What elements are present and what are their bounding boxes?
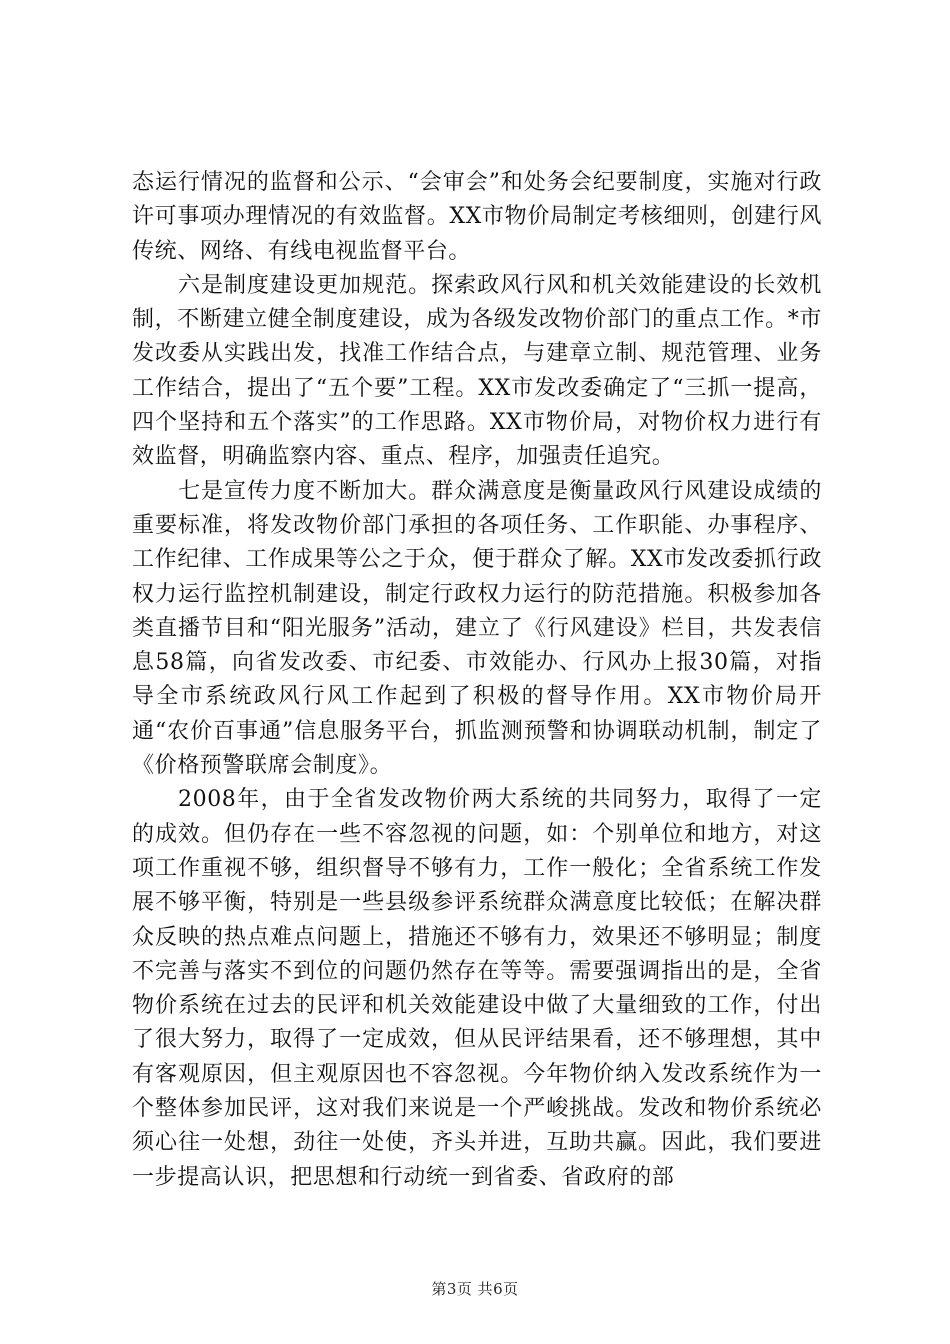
paragraph-1: 态运行情况的监督和公示、“会审会”和处务会纪要制度，实施对行政许可事项办理情况的有效监督。XX市物价局制定考核细则，创建行风传统、网络、有线电视监督平台。 (132, 170, 822, 264)
document-body (132, 166, 822, 1195)
paragraph-3: 七是宣传力度不断加大。群众满意度是衡量政风行风建设成绩的重要标准，将发改物价部门承担的各项任务、工作职能、办事程序、工作纪律、工作成果等公之于众，便于群众了解。XX市发改委抓行政权力运行监控机制建设，制定行政权力运行的防范措施。积极参加各类直播节目和“阳光服务”活动，建立了《行风建设》栏目，共发表信息58篇，向省发改委、市纪委、市效能办、行风办上报30篇，对指导全市系统政风行风工作起到了积极的督导作用。XX市物价局开通“农价百事通”信息服务平台，抓监测预警和协调联动机制，制定了《价格预警联席会制度》。 (132, 478, 822, 779)
page-number-footer: 第3页 共6页 (431, 1280, 519, 1298)
paragraph-2: 六是制度建设更加规范。探索政风行风和机关效能建设的长效机制，不断建立健全制度建设，成为各级发改物价部门的重点工作。*市发改委从实践出发，找准工作结合点，与建章立制、规范管理、业务工作结合，提出了“五个要”工程。XX市发改委确定了“三抓一提高，四个坚持和五个落实”的工作思路。XX市物价局，对物价权力进行有效监督，明确监察内容、重点、程序，加强责任追究。 (132, 272, 822, 470)
paragraph-4: 2008年，由于全省发改物价两大系统的共同努力，取得了一定的成效。但仍存在一些不容忽视的问题，如：个别单位和地方，对这项工作重视不够，组织督导不够有力，工作一般化；全省系统工作发展不够平衡，特别是一些县级参评系统群众满意度比较低；在解决群众反映的热点难点问题上，措施还不够有力，效果还不够明显；制度不完善与落实不到位的问题仍然存在等等。需要强调指出的是，全省物价系统在过去的民评和机关效能建设中做了大量细致的工作，付出了很大努力，取得了一定成效，但从民评结果看，还不够理想，其中有客观原因，但主观原因也不容忽视。今年物价纳入发改系统作为一个整体参加民评，这对我们来说是一个严峻挑战。发改和物价系统必须心往一处想，劲往一处使，齐头并进，互助共赢。因此，我们要进一步提高认识，把思想和行动统一到省委、省政府的部 (132, 787, 822, 1190)
